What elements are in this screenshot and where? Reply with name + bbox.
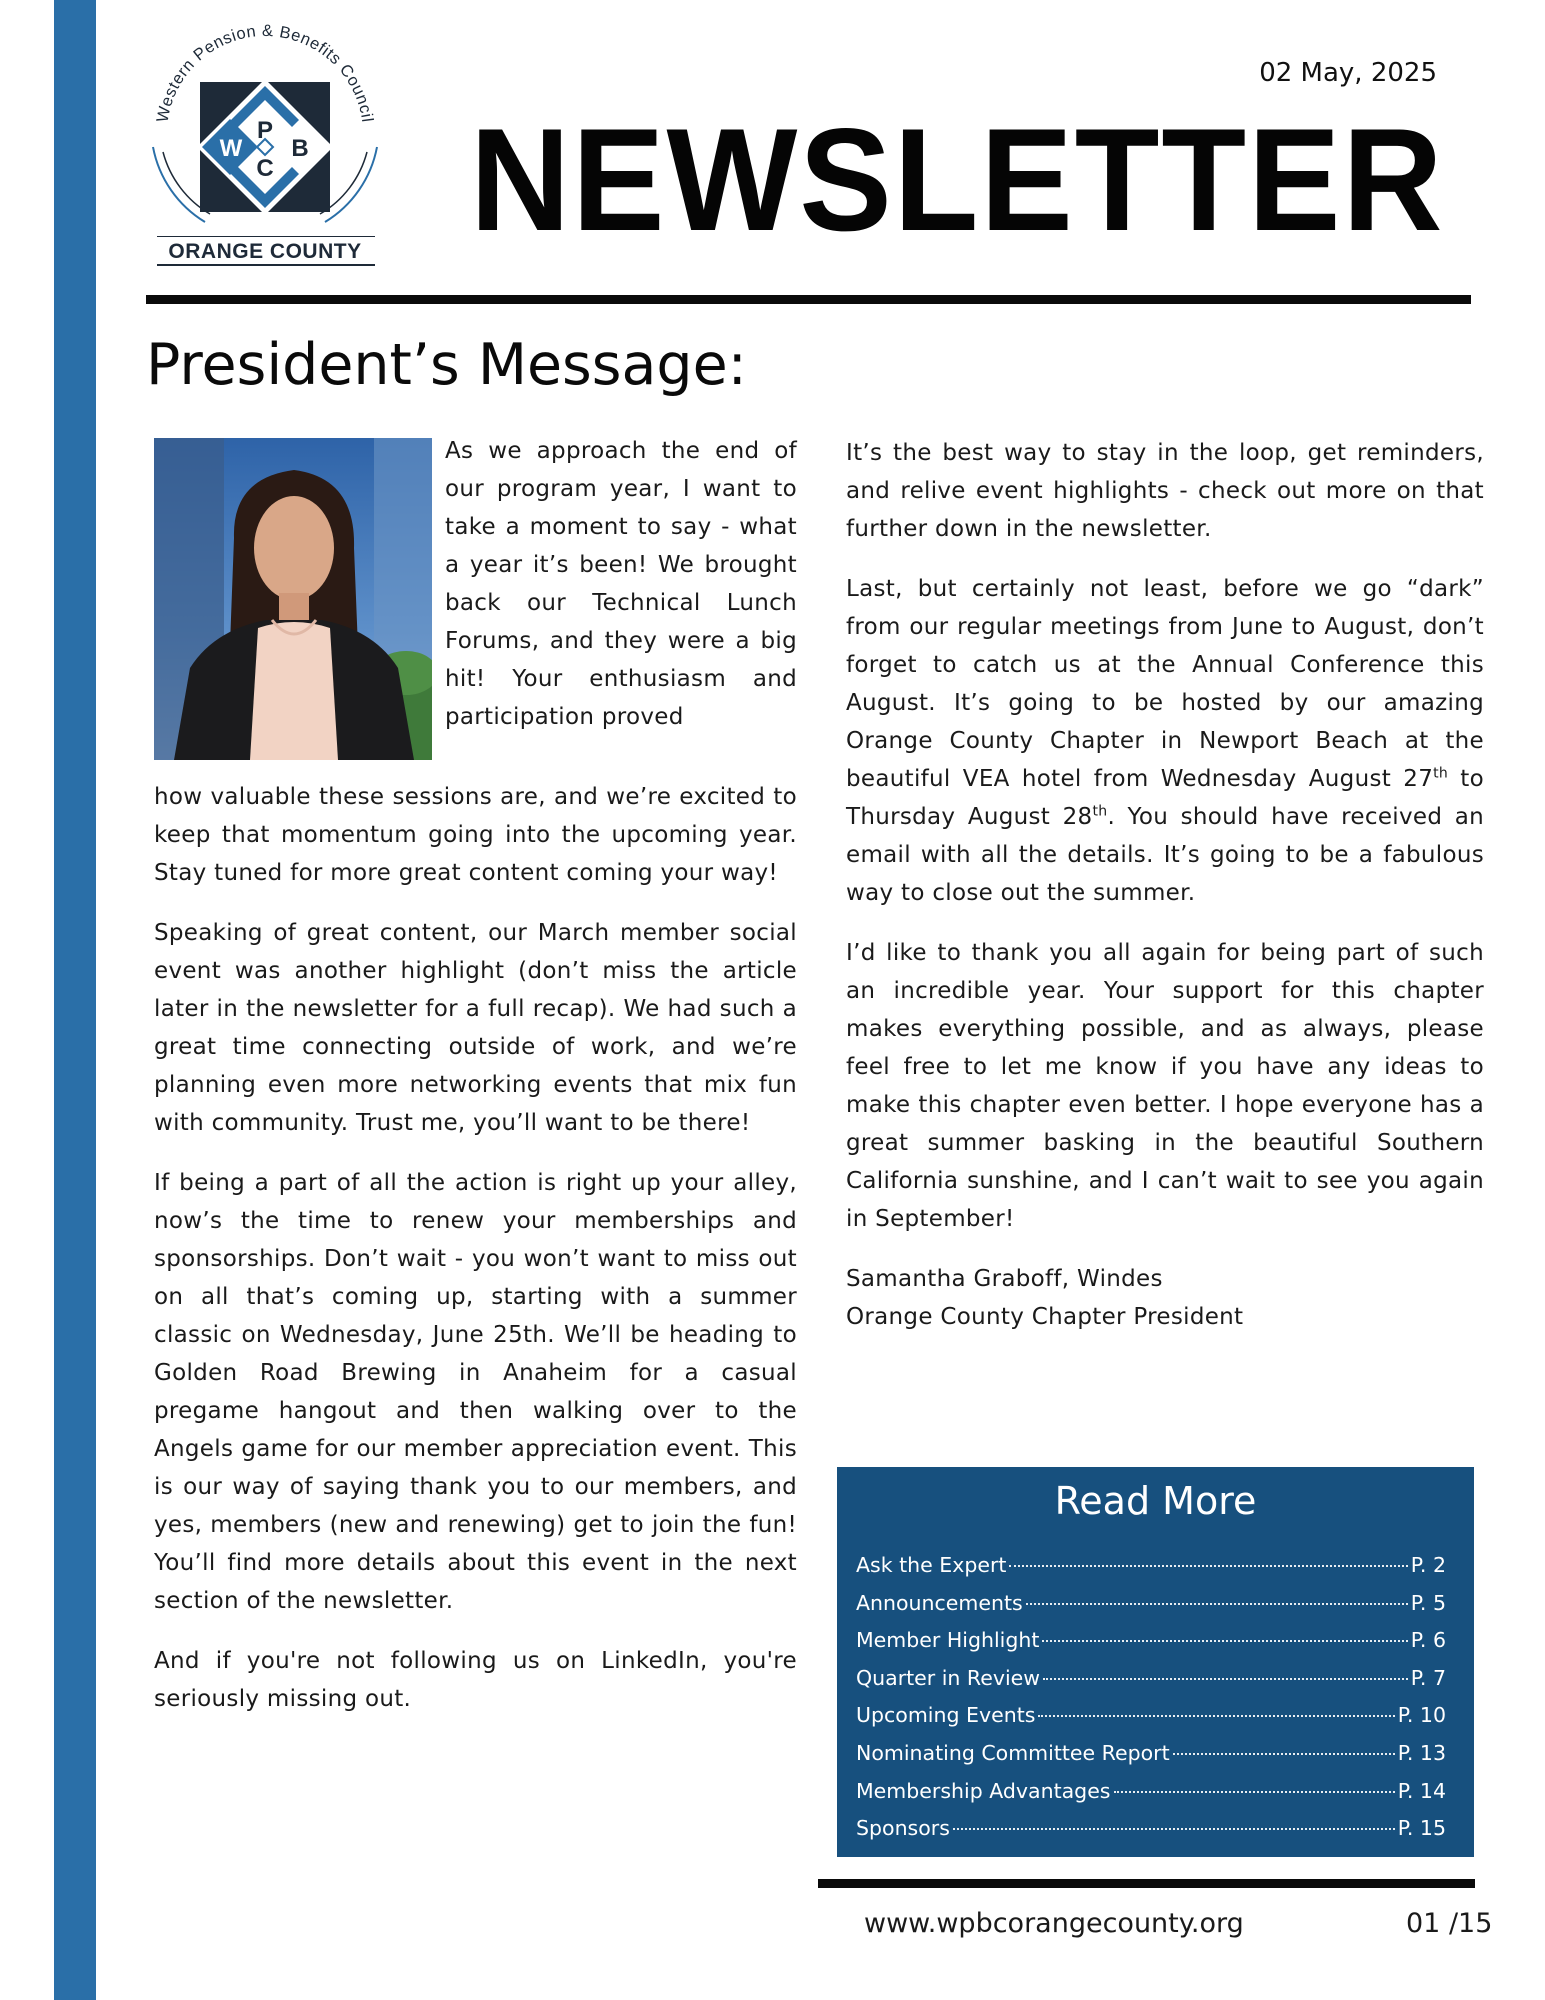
section-title: President’s Message: [146, 332, 747, 398]
logo-letter-p: P [256, 117, 274, 144]
left-accent-bar [54, 0, 96, 2000]
paragraph-thank-you: I’d like to thank you all again for being part of such an incredible year. Your support for this chapter makes everything possible, and as always, please feel free to let me know if you have any ideas to make this chapter even better. I hope everyone has a great summer basking in the beautiful Southern California sunshine, and I can’t wait to see you again in September! [846, 940, 1484, 1232]
toc-item-ask-the-expert[interactable]: Ask the Expert P. 2 [856, 1553, 1446, 1577]
newsletter-title: NEWSLETTER [470, 98, 1445, 261]
logo-emblem-icon [145, 22, 385, 237]
paragraph-sessions: how valuable these sessions are, and we’re excited to keep that momentum going into the upcoming year. Stay tuned for more great content coming your way! [154, 784, 797, 886]
issue-date: 02 May, 2025 [1259, 58, 1437, 88]
logo-divider-top [157, 236, 375, 237]
paragraph-social-event: Speaking of great content, our March member social event was another highlight (don’t miss the article later in the newsletter for a full recap). We had such a great time connecting outside of work, and we’re planning even more networking events that mix fun with community. Trust me, you’ll want to be there! [154, 920, 797, 1136]
toc-item-sponsors[interactable]: Sponsors P. 15 [856, 1816, 1446, 1841]
logo-subtitle: ORANGE COUNTY [168, 240, 362, 263]
paragraph-memberships: If being a part of all the action is right up your alley, now’s the time to renew your memberships and sponsorships. Don’t wait - you won’t want to miss out on all that’s coming up, starting with a summer classic on Wednesday, June 25th. We’ll be heading to Golden Road Brewing in Anaheim for a casual pregame hangout and then walking over to the Angels game for our member appreciation event. This is our way of saying thank you to our members, and yes, members (new and renewing) get to join the fun! You’ll find more details about this event in the next section of the newsletter. [154, 1170, 797, 1614]
toc-item-membership-advantages[interactable]: Membership Advantages P. 14 [856, 1778, 1446, 1803]
intro-paragraph: As we approach the end of our program year, I want to take a moment to say - what a year it’s been! We brought back our Technical Lunch Forums, and they were a big hit! Your enthusiasm and participation proved [445, 438, 797, 730]
logo-letter-c: C [256, 155, 274, 182]
logo-arc-text: Western Pension & Benefits Council [153, 22, 377, 124]
wpbc-logo [145, 22, 385, 272]
left-column [154, 778, 797, 1740]
paragraph-stay-in-loop: It’s the best way to stay in the loop, get reminders, and relive event highlights - check out more on that further down in the newsletter. [846, 440, 1484, 542]
logo-letter-w: W [219, 135, 243, 162]
read-more-title: Read More [1054, 1479, 1257, 1523]
signature-name: Samantha Graboff, Windes [846, 1266, 1163, 1292]
signature [846, 1260, 1484, 1336]
president-photo [154, 438, 432, 760]
logo-divider [157, 264, 375, 266]
toc-item-member-highlight[interactable]: Member Highlight P. 6 [856, 1628, 1446, 1653]
page-number: 01 /15 [1406, 1908, 1493, 1939]
toc-item-quarter-in-review[interactable]: Quarter in Review P. 7 [856, 1665, 1446, 1690]
read-more-list [856, 1553, 1446, 1854]
toc-item-nominating-committee-report[interactable]: Nominating Committee Report P. 13 [856, 1740, 1446, 1765]
header-divider [146, 295, 1471, 304]
footer-divider [818, 1879, 1475, 1888]
website-link[interactable]: www.wpbcorangecounty.org [864, 1908, 1244, 1939]
right-column [846, 434, 1484, 1336]
toc-item-upcoming-events[interactable]: Upcoming Events P. 10 [856, 1703, 1446, 1728]
signature-title: Orange County Chapter President [846, 1304, 1244, 1330]
logo-letter-b: B [291, 135, 309, 162]
toc-item-announcements[interactable]: Announcements P. 5 [856, 1590, 1446, 1615]
read-more-box [837, 1467, 1474, 1857]
paragraph-linkedin: And if you're not following us on LinkedIn, you're seriously missing out. [154, 1648, 797, 1712]
paragraph-annual-conference: Last, but certainly not least, before we go “dark” from our regular meetings from June to August, don’t forget to catch us at the Annual Conference this August. It’s going to be hosted by our amazing Orange County Chapter in Newport Beach at the beautiful VEA hotel from Wednesday August 27th to Thursday August 28th. You should have received an email with all the details. It’s going to be a fabulous way to close out the summer. [846, 576, 1484, 906]
